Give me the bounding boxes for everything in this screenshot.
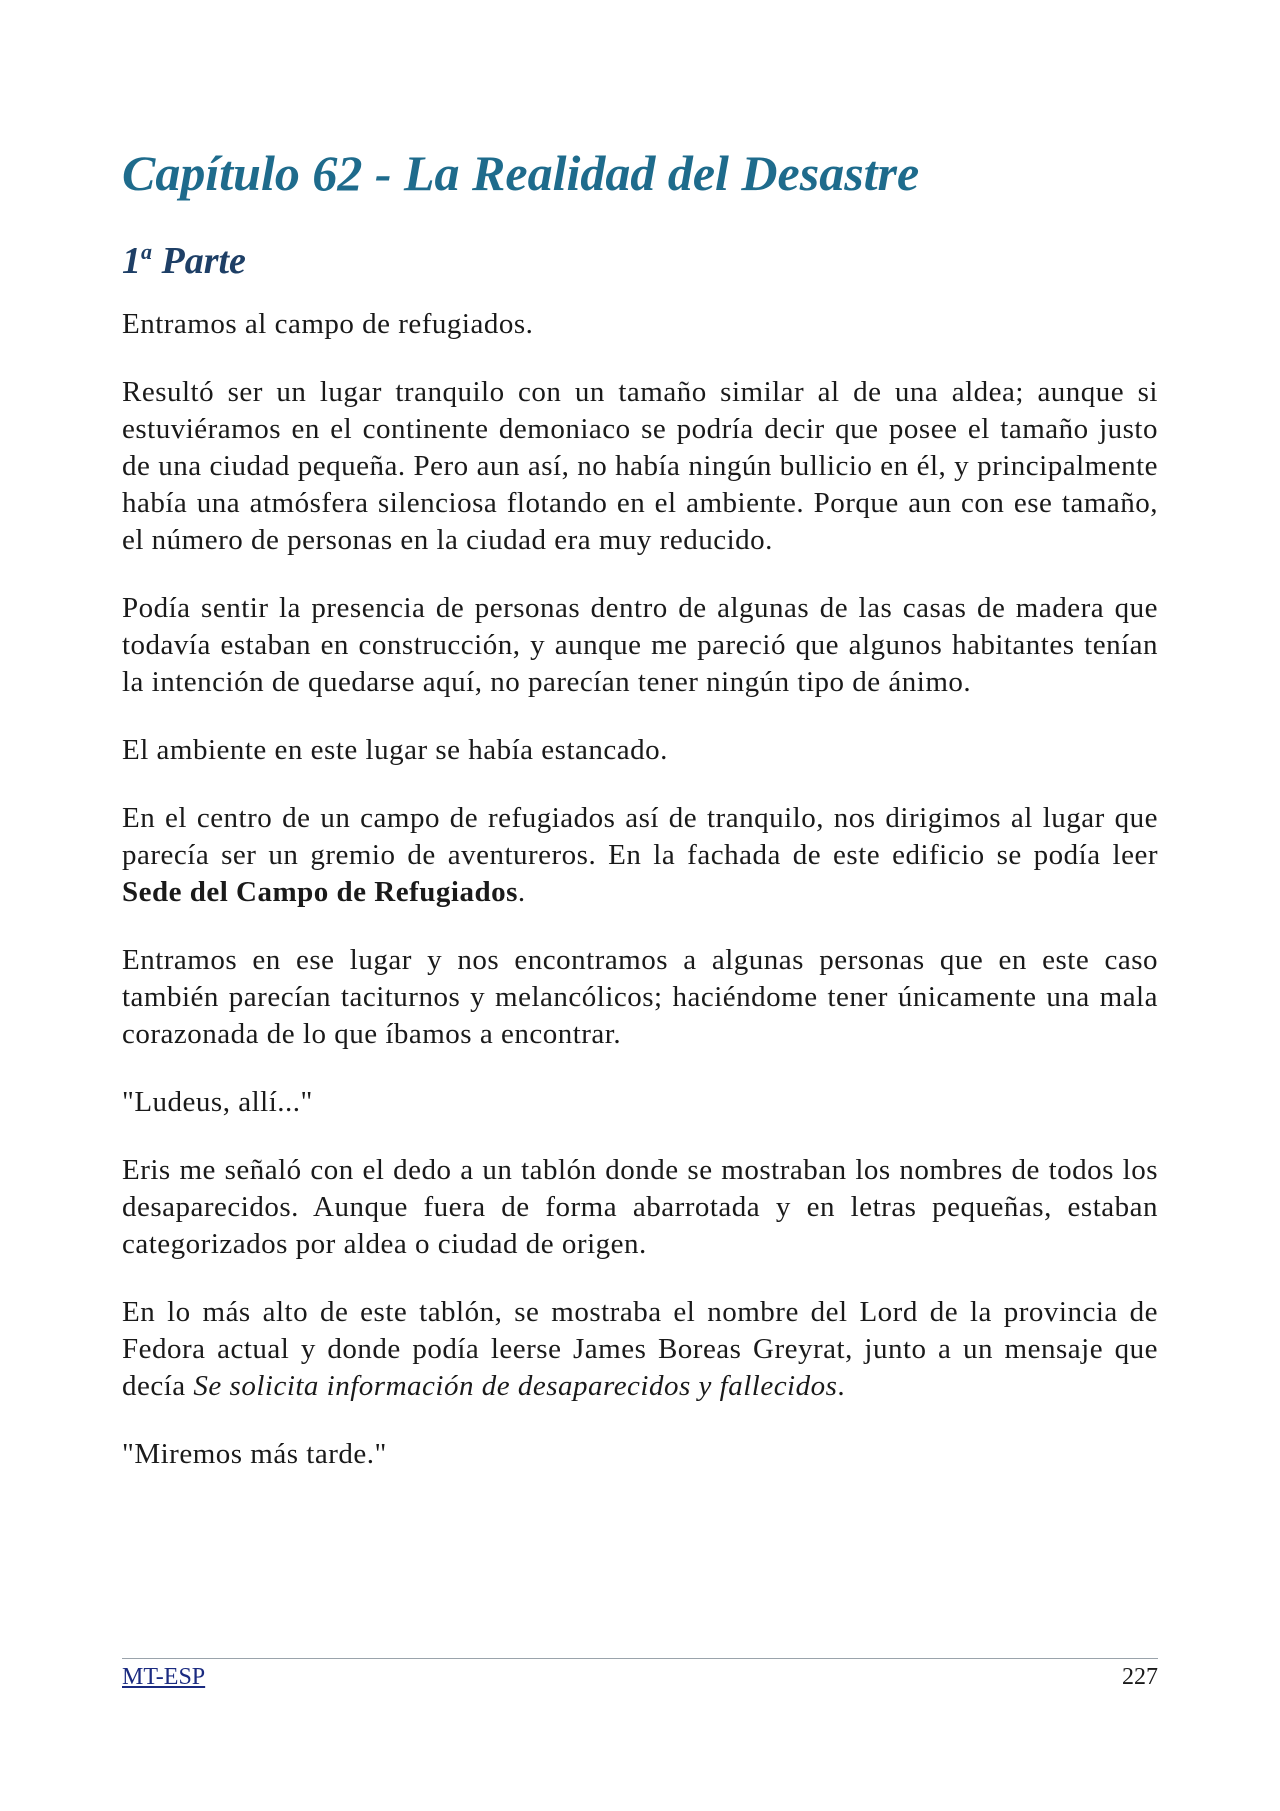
paragraph-9 <box>122 1294 1158 1405</box>
footer-link[interactable]: MT-ESP <box>122 1664 206 1690</box>
paragraph-4: El ambiente en este lugar se había estancado. <box>122 734 668 766</box>
paragraph-9-text: En lo más alto de este tablón, se mostraba el nombre del Lord de la provincia de Fedora actual y donde podía leerse James Boreas Greyrat, junto a un mensaje que decía <box>122 1296 1158 1402</box>
paragraph-1: Entramos al campo de refugiados. <box>122 308 534 340</box>
paragraph-2: Resultó ser un lugar tranquilo con un tamaño similar al de una aldea; aunque si estuviéramos en el continente demoniaco se podría decir que posee el tamaño justo de una ciudad pequeña. Pero aun así, no había ningún bullicio en él, y principalmente había una atmósfera silenciosa flotando en el ambiente. Porque aun con ese tamaño, el número de personas en la ciudad era muy reducido. <box>122 376 1158 556</box>
footer-divider <box>122 1658 1158 1659</box>
part-title <box>122 236 246 286</box>
part-number-superscript: a <box>141 239 152 264</box>
part-number: 1 <box>122 240 141 282</box>
paragraph-9-end: . <box>837 1370 846 1402</box>
chapter-title: Capítulo 62 - La Realidad del Desastre <box>122 145 920 201</box>
paragraph-7: "Ludeus, allí..." <box>122 1086 313 1118</box>
paragraph-5-text: En el centro de un campo de refugiados así de tranquilo, nos dirigimos al lugar que parecía ser un gremio de aventureros. En la fachada de este edificio se podía leer <box>122 802 1158 871</box>
paragraph-8: Eris me señaló con el dedo a un tablón donde se mostraban los nombres de todos los desaparecidos. Aunque fuera de forma abarrotada y en letras pequeñas, estaban categorizados por aldea o ciudad de origen. <box>122 1154 1158 1260</box>
body-text <box>122 306 1158 1504</box>
part-label: Parte <box>161 240 246 282</box>
paragraph-3: Podía sentir la presencia de personas dentro de algunas de las casas de madera que todavía estaban en construcción, y aunque me pareció que algunos habitantes tenían la intención de quedarse aquí, no parecían tener ningún tipo de ánimo. <box>122 592 1158 698</box>
paragraph-5 <box>122 800 1158 911</box>
building-sign-name: Sede del Campo de Refugiados <box>122 876 518 908</box>
paragraph-5-end: . <box>517 876 526 908</box>
page-number: 227 <box>1122 1664 1158 1690</box>
notice-message: Se solicita información de desaparecidos y fallecidos <box>193 1370 838 1402</box>
paragraph-10: "Miremos más tarde." <box>122 1438 387 1470</box>
document-page <box>122 0 1158 1811</box>
paragraph-6: Entramos en ese lugar y nos encontramos a algunas personas que en este caso también parecían taciturnos y melancólicos; haciéndome tener únicamente una mala corazonada de lo que íbamos a encontrar. <box>122 944 1158 1050</box>
